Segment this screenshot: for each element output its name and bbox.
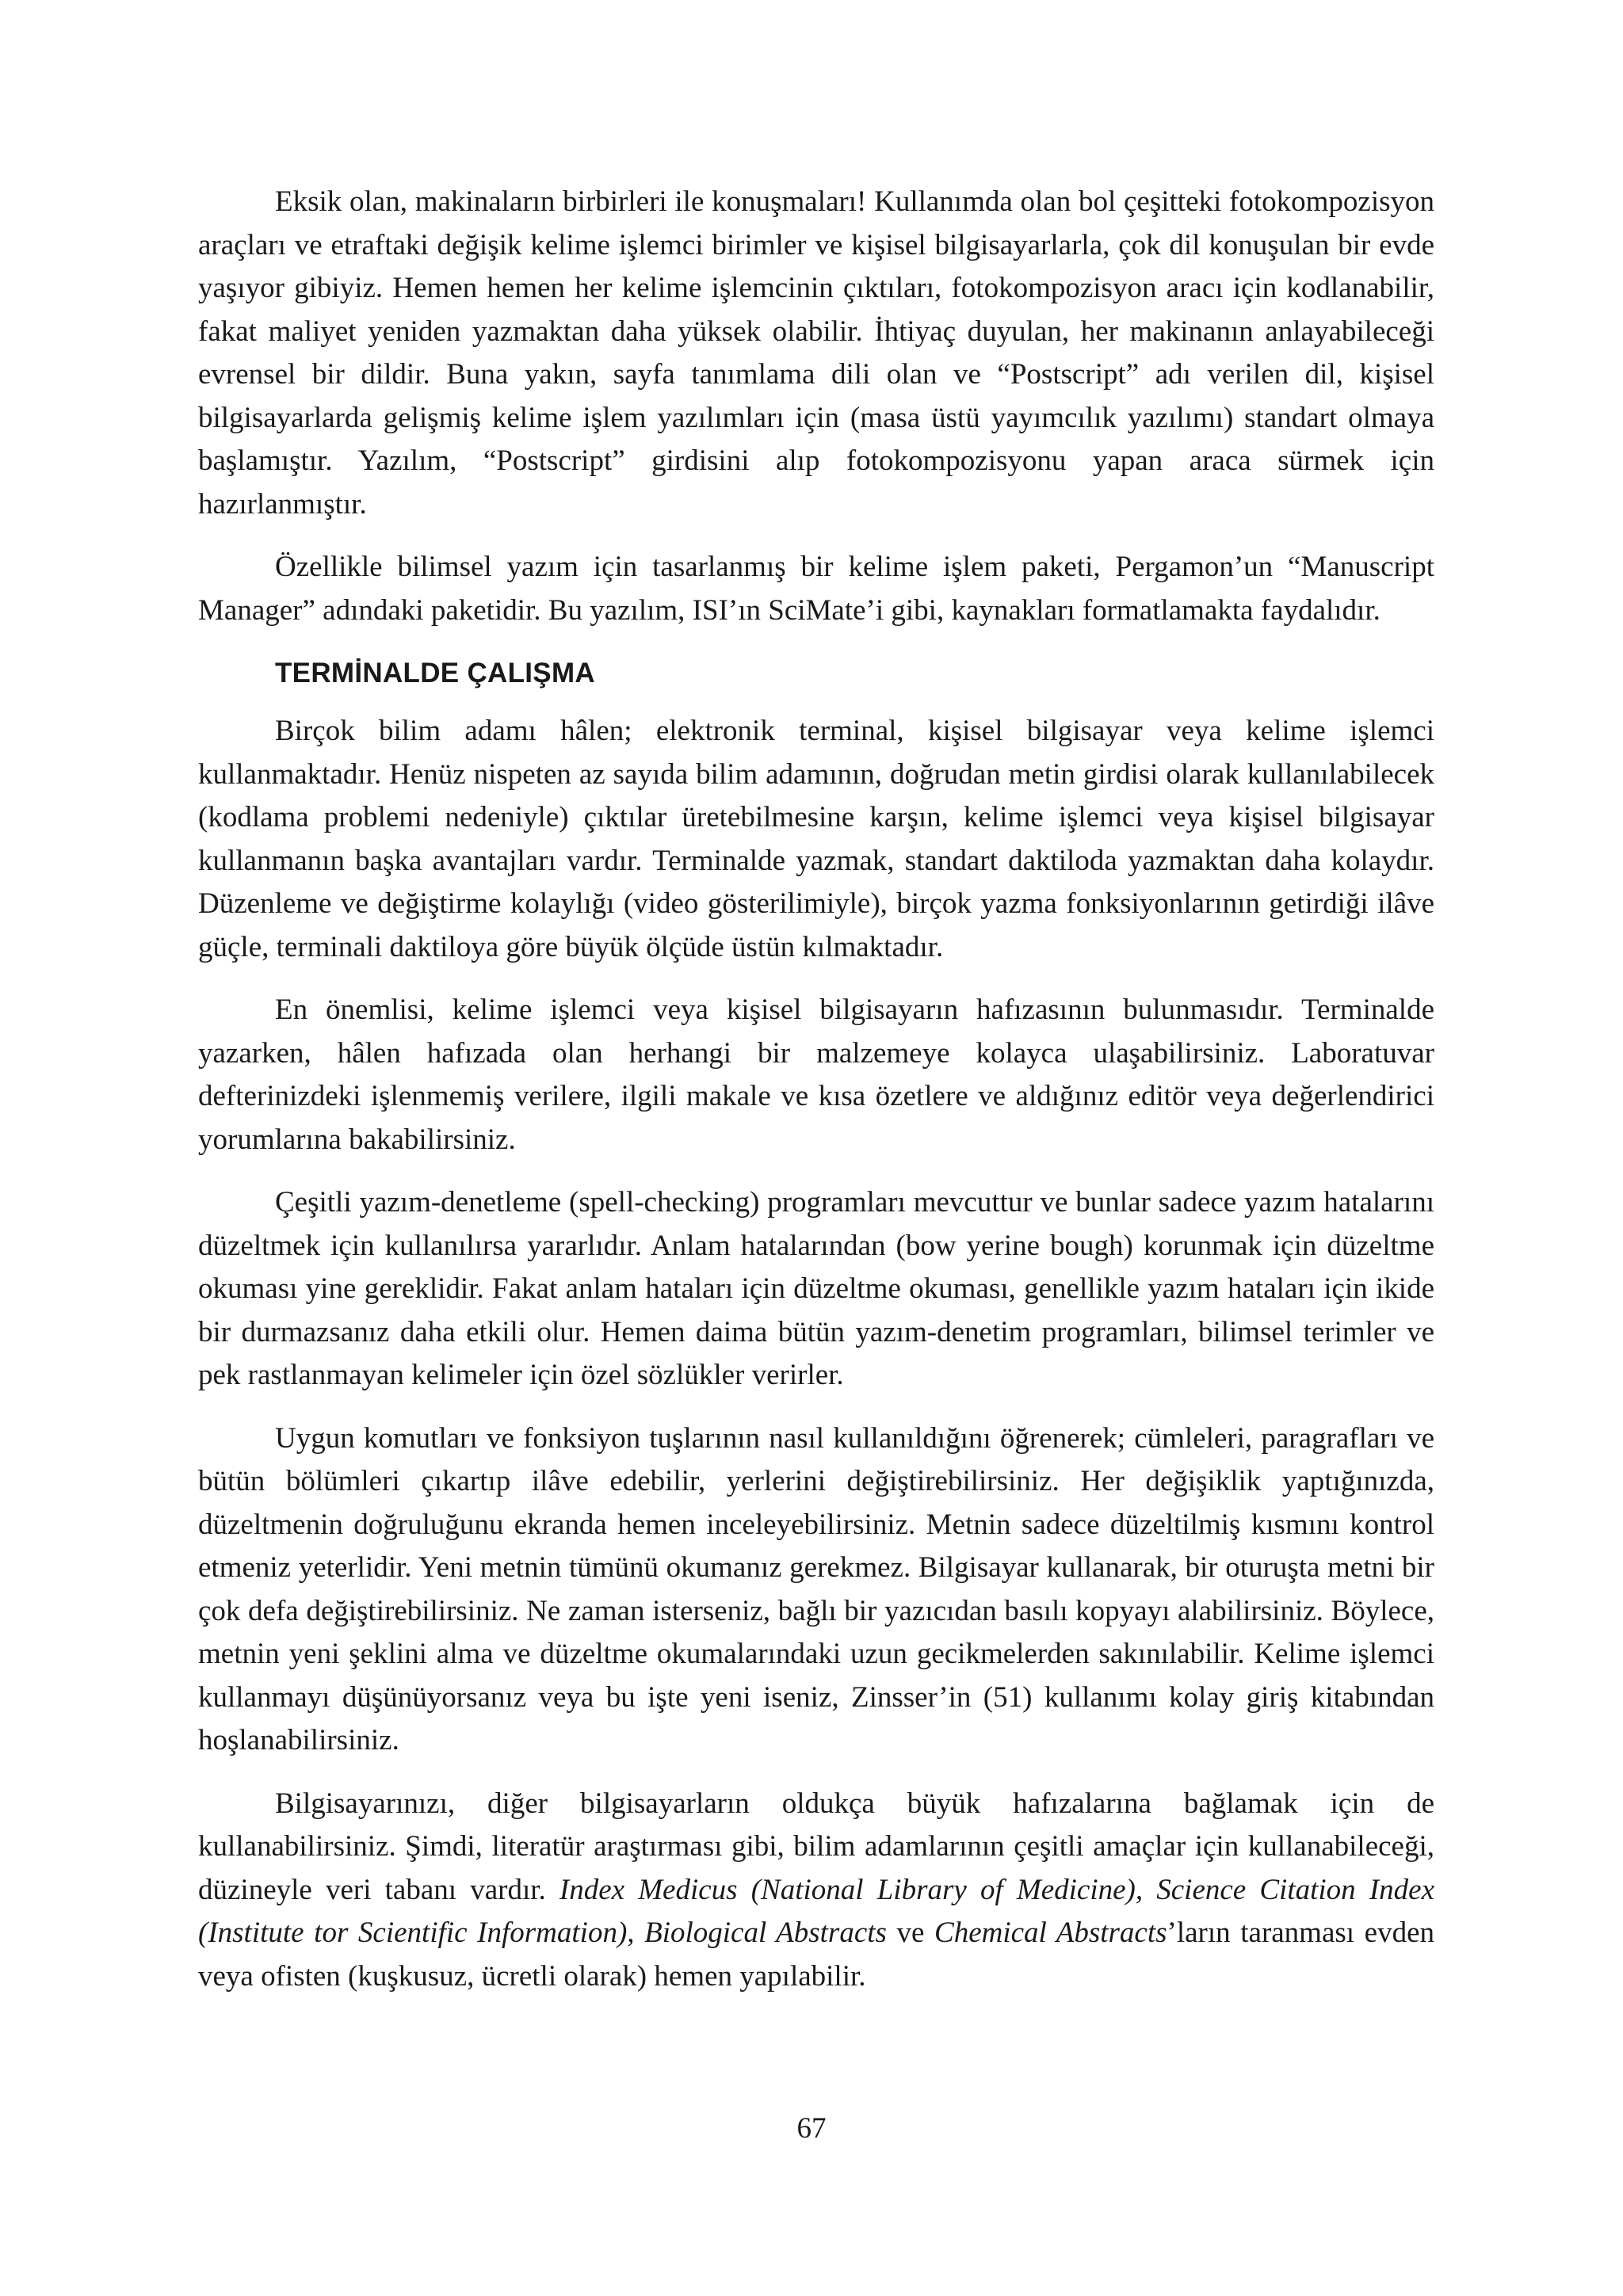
- paragraph-7: [198, 1783, 1434, 1999]
- paragraph-7-italic-chemical: Chemical Abstracts: [934, 1917, 1167, 1949]
- paragraph-7-italic-databases: Index Medicus (National Library of Medicine), Science Citation Index (Institute tor Scientific Information), Biological Abstracts: [198, 1873, 1434, 1949]
- paragraph-4: En önemlisi, kelime işlemci veya kişisel bilgisayarın hafızasının bulunmasıdır. Terminalde yazarken, hâlen hafızada olan herhangi bir malzemeye kolayca ulaşabilirsiniz. Laboratuvar defterinizdeki işlenmemiş verilere, ilgili makale ve kısa özetlere ve aldığınız editör veya değerlendirici yorumlarına bakabilirsiniz.: [198, 994, 1434, 1156]
- page-body: [198, 181, 1434, 1998]
- paragraph-2: Özellikle bilimsel yazım için tasarlanmış bir kelime işlem paketi, Pergamon’un “Manuscript Manager” adındaki paketidir. Bu yazılım, ISI’ın SciMate’i gibi, kaynakları formatlamakta faydalıdır.: [198, 551, 1434, 627]
- section-heading: TERMİNALDE ÇALIŞMA: [275, 658, 595, 688]
- paragraph-3: Birçok bilim adamı hâlen; elektronik terminal, kişisel bilgisayar veya kelime işlemci kullanmaktadır. Henüz nispeten az sayıda bilim adamının, doğrudan metin girdisi olarak kullanılabilecek (kodlama problemi nedeniyle) çıktılar üretebilmesine karşın, kelime işlemci veya kişisel bilgisayar kullanmanın başka avantajları vardır. Terminalde yazmak, standart daktiloda yazmaktan daha kolaydır. Düzenleme ve değiştirme kolaylığı (video gösterilimiyle), birçok yazma fonksiyonlarının getirdiği ilâve güçle, terminali daktiloya göre büyük ölçüde üstün kılmaktadır.: [198, 715, 1434, 963]
- paragraph-5: Çeşitli yazım-denetleme (spell-checking) programları mevcuttur ve bunlar sadece yazım hatalarını düzeltmek için kullanılırsa yararlıdır. Anlam hatalarından (bow yerine bough) korunmak için düzeltme okuması yine gereklidir. Fakat anlam hataları için düzeltme okuması, genellikle yazım hataları için ikide bir durmazsanız daha etkili olur. Hemen daima bütün yazım-denetim programları, bilimsel terimler ve pek rastlanmayan kelimeler için özel sözlükler verirler.: [198, 1186, 1434, 1391]
- paragraph-7-text-a: Bilgisayarınızı, diğer bilgisayarların oldukça büyük hafızalarına bağlamak için de kullanabilirsiniz. Şimdi, literatür araştırması gibi, bilim adamlarının çeşitli amaçlar için kullanabileceği, düzineyle veri tabanı vardır.: [198, 1787, 1434, 1906]
- paragraph-7-text-b: ve: [886, 1917, 935, 1949]
- page-number: 67: [796, 2112, 827, 2145]
- paragraph-7-text-c: ’ların taranması evden veya ofisten (kuşkusuz, ücretli olarak) hemen yapılabilir.: [198, 1917, 1434, 1993]
- paragraph-1: Eksik olan, makinaların birbirleri ile konuşmaları! Kullanımda olan bol çeşitteki fotokompozisyon araçları ve etraftaki değişik kelime işlemci birimler ve kişisel bilgisayarlarla, çok dil konuşulan bir evde yaşıyor gibiyiz. Hemen hemen her kelime işlemcinin çıktıları, fotokompozisyon aracı için kodlanabilir, fakat maliyet yeniden yazmaktan daha yüksek olabilir. İhtiyaç duyulan, her makinanın anlayabileceği evrensel bir dildir. Buna yakın, sayfa tanımlama dili olan ve “Postscript” adı verilen dil, kişisel bilgisayarlarda gelişmiş kelime işlem yazılımları için (masa üstü yayımcılık yazılımı) standart olmaya başlamıştır. Yazılım, “Postscript” girdisini alıp fotokompozisyonu yapan araca sürmek için hazırlanmıştır.: [198, 185, 1434, 521]
- paragraph-6: Uygun komutları ve fonksiyon tuşlarının nasıl kullanıldığını öğrenerek; cümleleri, paragrafları ve bütün bölümleri çıkartıp ilâve edebilir, yerlerini değiştirebilirsiniz. Her değişiklik yaptığınızda, düzeltmenin doğruluğunu ekranda hemen inceleyebilirsiniz. Metnin sadece düzeltilmiş kısmını kontrol etmeniz yeterlidir. Yeni metnin tümünü okumanız gerekmez. Bilgisayar kullanarak, bir oturuşta metni bir çok defa değiştirebilirsiniz. Ne zaman isterseniz, bağlı bir yazıcıdan basılı kopyayı alabilirsiniz. Böylece, metnin yeni şeklini alma ve düzeltme okumalarındaki uzun gecikmelerden sakınılabilir. Kelime işlemci kullanmayı düşünüyorsanız veya bu işte yeni iseniz, Zinsser’in (51) kullanımı kolay giriş kitabından hoşlanabilirsiniz.: [198, 1421, 1434, 1756]
